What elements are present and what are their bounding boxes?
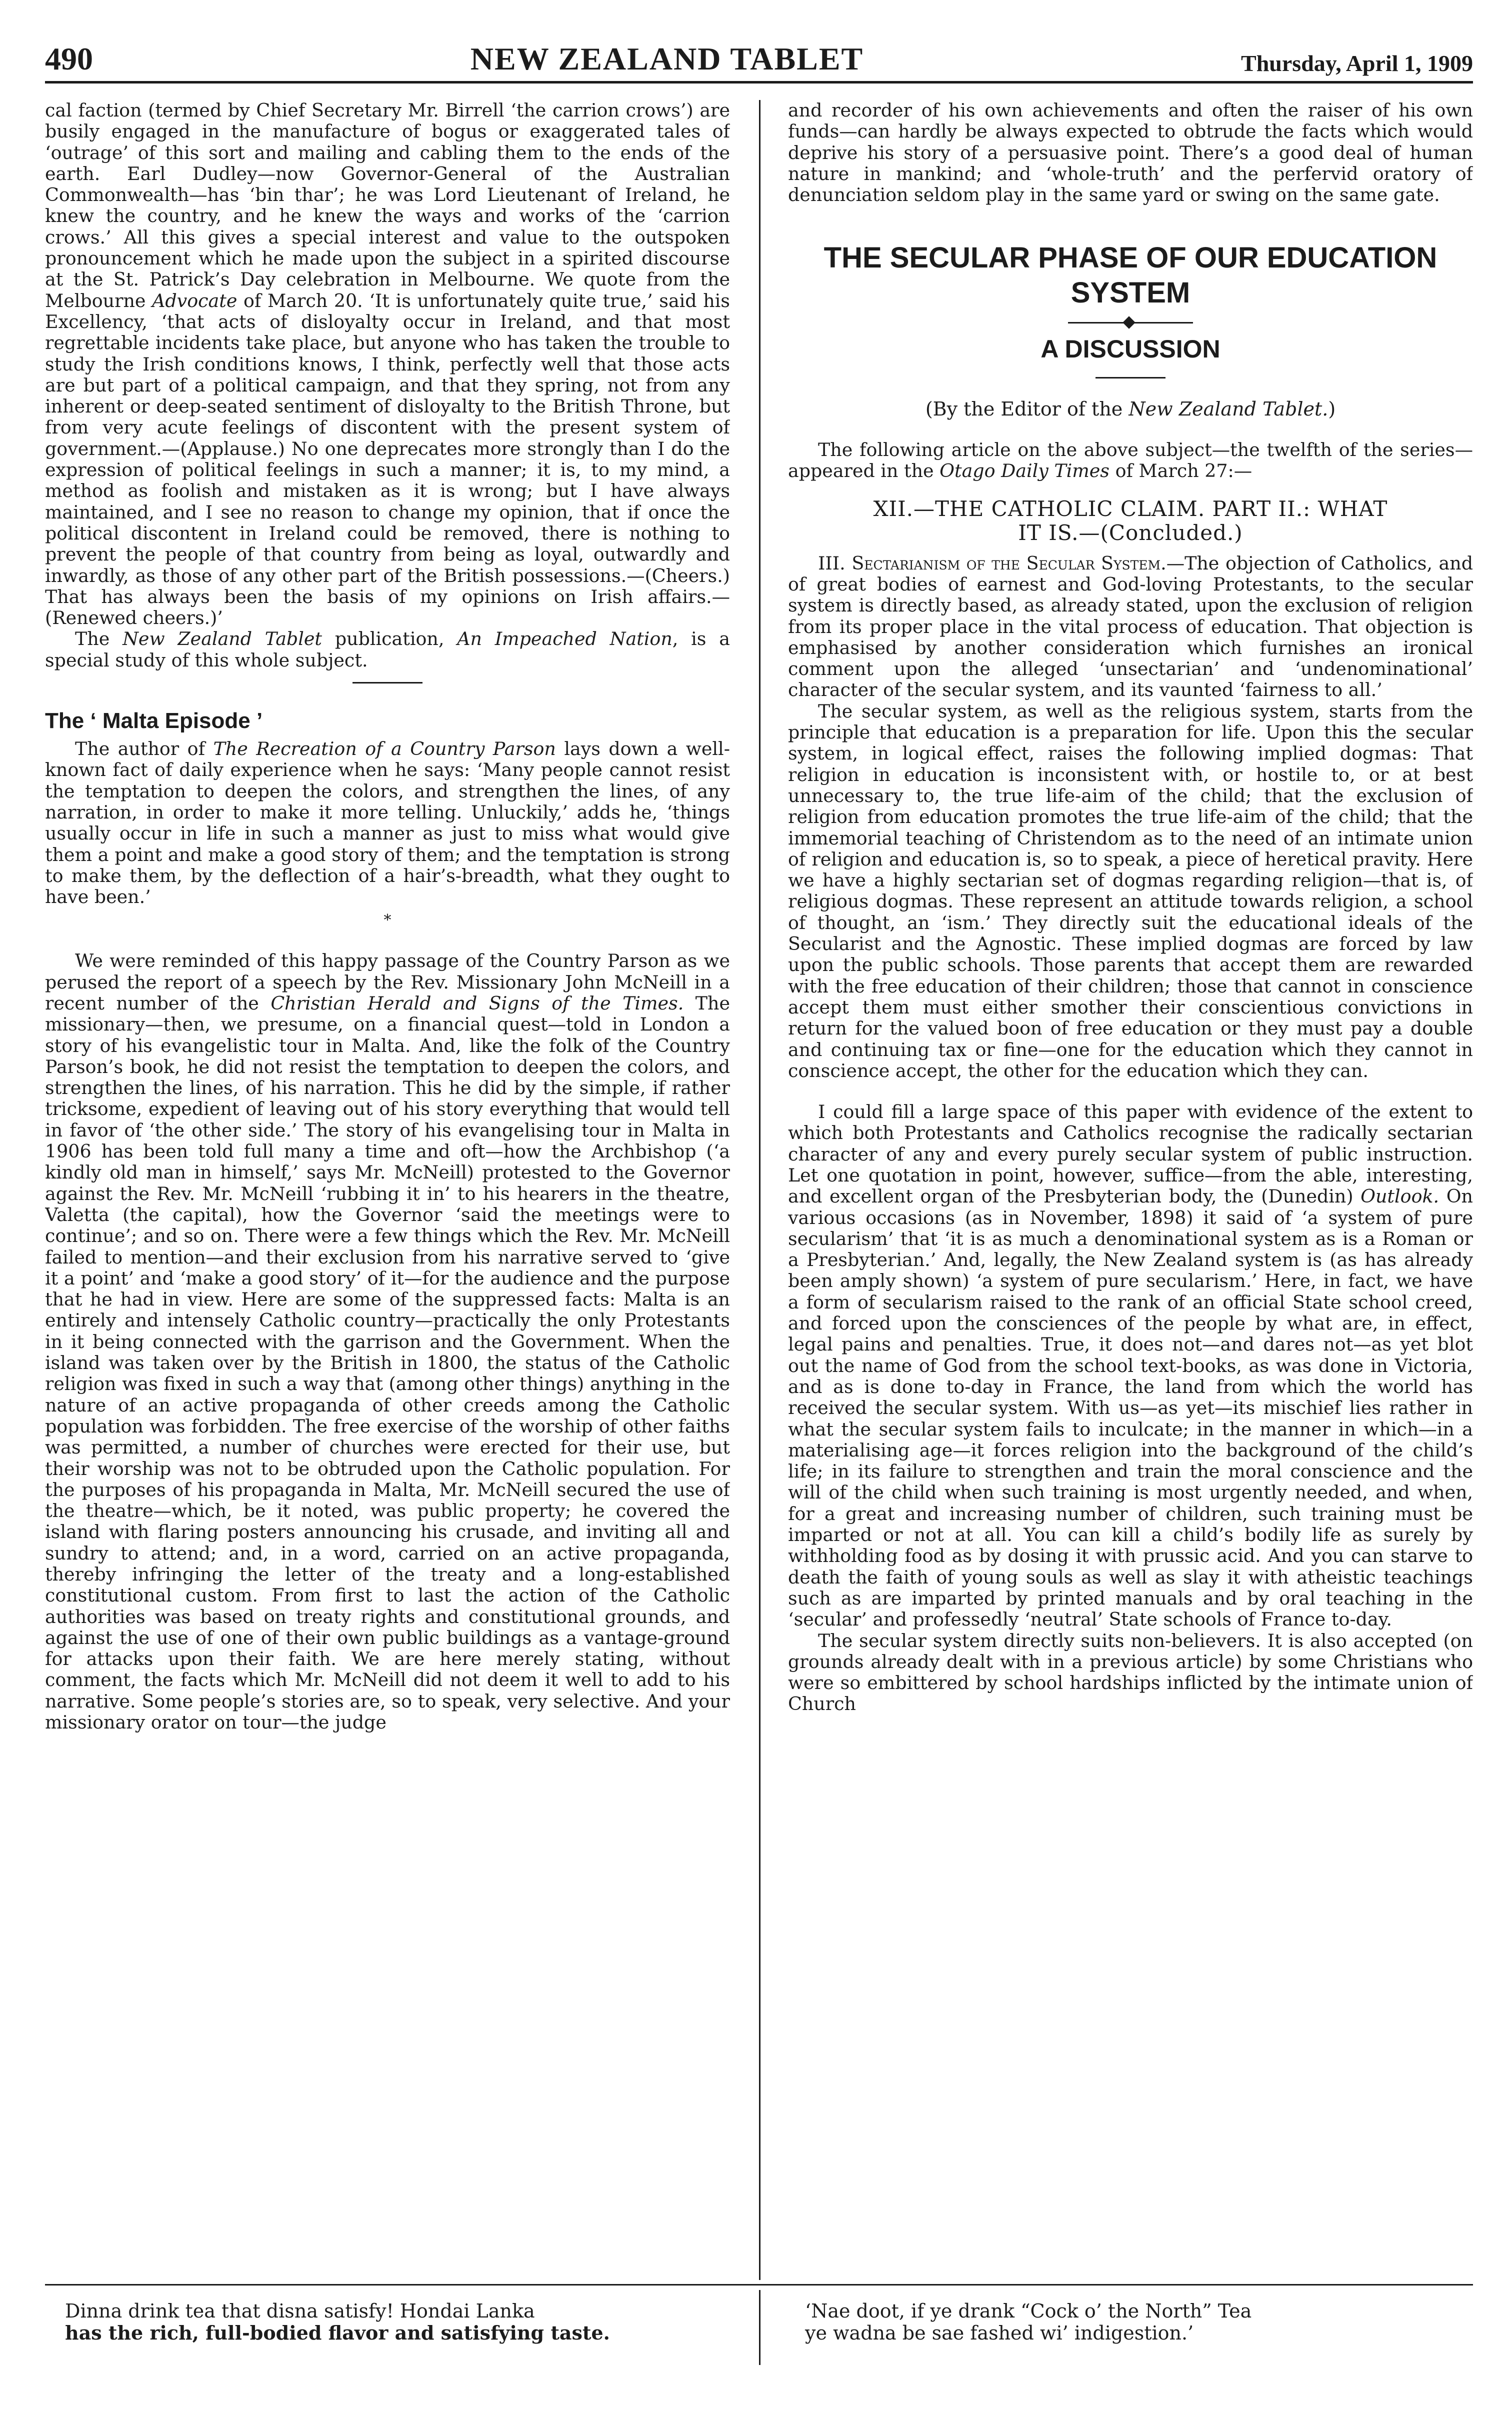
paragraph: III. Sectarianism of the Secular System.—The objection of Catholics, and of great bodies of earnest and God-loving Protestants, to the secular system is directly based, as already stated, upon the exclusion of religion from its proper place in the vital process of education. That objection is emphasised by another consideration which furnishes an ironical comment upon the alleged ‘unsectarian’ and ‘undenominational’ character of the secular system, and its vaunted ‘fairness to all.’ [788,552,1473,701]
article-subtitle: A DISCUSSION [1040,335,1220,364]
footer-rule [45,2284,1473,2286]
right-column [788,100,1473,2280]
paragraph: The author of The Recreation of a Country Parson lays down a well-known fact of daily experience when he says: ‘Many people cannot resist the temptation to deepen the colors, and strengthen the lines, of any narration, in order to make it more telling. Unluckily,’ adds he, ‘things usually occur in life in such a manner as just to miss what would give them a point and make a good story of them; and the temptation is strong to make them, by the deflection of a hair’s-breadth, what they ought to have been.’ [45,738,730,908]
section-heading: The ‘ Malta Episode ’ [45,708,263,734]
page-header [45,35,1473,75]
ornament-divider [788,318,1473,328]
left-column [45,100,730,2280]
footer-advert-right: ‘Nae doot, if ye drank “Cock o’ the North” Tea ye wadna be sae fashed wi’ indigestion.’ [805,2300,1252,2344]
paragraph: and recorder of his own achievements and often the raiser of his own funds—can hardly be always expected to obtrude the facts which would deprive his story of a persuasive point. There’s a good deal of human nature in mankind; and ‘whole-truth’ and the perfervid oratory of denunciation seldom play in the same yard or swing on the same gate. [788,100,1473,206]
masthead-title: NEW ZEALAND TABLET [470,41,864,76]
paragraph: The New Zealand Tablet publication, An Impeached Nation, is a special study of this whole subject. [45,628,730,671]
paragraph: The following article on the above subject—the twelfth of the series—appeared in the Otago Daily Times of March 27:— [788,439,1473,482]
paragraph: cal faction (termed by Chief Secretary Mr. Birrell ‘the carrion crows’) are busily engaged in the manufacture of bogus or exaggerated tales of ‘outrage’ of this sort and mailing and cabling them to the ends of the earth. Earl Dudley—now Governor-General of the Australian Commonwealth—has ‘bin thar’; he was Lord Lieutenant of Ireland, he knew the country, and he knew the ways and works of the ‘carrion crows.’ All this gives a special interest and value to the outspoken pronouncement which he made upon the subject in a spirited discourse at the St. Patrick’s Day celebration in Melbourne. We quote from the Melbourne Advocate of March 20. ‘It is unfortunately quite true,’ said his Excellency, ‘that acts of disloyalty occur in Ireland, and that most regrettable incidents take place, but anyone who has taken the trouble to study the Irish conditions knows, I think, perfectly well that those acts are but part of a political campaign, and that they spring, not from any inherent or deep-seated sentiment of disloyalty to the British Throne, but from very acute feelings of discontent with the present system of government.—(Applause.) No one deprecates more strongly than I do the expression of political feelings in such a manner; it is, to my mind, a method as foolish and mistaken as it is wrong; but I have always maintained, and I see no reason to change my opinion, that if once the political discontent in Ireland could be removed, there is nothing to prevent the people of that country from being as loyal, outwardly and inwardly, as those of any other part of the British possessions.—(Cheers.) That has always been the basis of my opinions on Irish affairs.—(Renewed cheers.)’ [45,100,730,629]
footer-divider [759,2290,760,2365]
byline: (By the Editor of the New Zealand Tablet.) [925,398,1336,420]
article-title: THE SECULAR PHASE OF OUR EDUCATION SYSTEM [824,242,1438,310]
newspaper-page [45,35,1473,2405]
section-rule [352,682,422,684]
header-rule [45,81,1473,84]
part-heading: XII.—THE CATHOLIC CLAIM. PART II.: WHAT IT IS.—(Concluded.) [873,496,1388,545]
diamond-icon [1122,316,1135,329]
page-number: 490 [45,41,93,76]
section-rule [1096,377,1166,378]
paragraph: The secular system directly suits non-believers. It is also accepted (on grounds already dealt with in a previous article) by some Christians who were so embittered by school hardships inflicted by the intimate union of Church [788,1630,1473,1715]
paragraph: The secular system, as well as the religious system, starts from the principle that education is a preparation for life. Upon this the secular system, in logical effect, raises the following implied dogmas: That religion in education is inconsistent with, or hostile to, or at best unnecessary to, the true life-aim of the child; that the exclusion of religion from education promotes the true life-aim of the child; that the immemorial teaching of Christendom as to the need of an intimate union of religion and education is, so to speak, a piece of heretical pravity. Here we have a highly sectarian set of dogmas regarding religion—that is, of religious dogmas. These represent an attitude towards religion, a school of thought, an ‘ism.’ They directly suit the educational ideals of the Secularist and the Agnostic. These implied dogmas are forced by law upon the public schools. Those parents that accept them are rewarded with the free education of their children; those that cannot in conscience accept them must either smother their conscientious convictions in return for the valued boon of free education or they must pay a double and continuing tax or fine—one for the education which they cannot in conscience accept, the other for the education which they can. [788,700,1473,1082]
column-divider [759,100,760,2280]
issue-date: Thursday, April 1, 1909 [1241,50,1473,76]
asterisk-divider: * [384,912,392,930]
footer-advert-left: Dinna drink tea that disna satisfy! Hondai Lanka has the rich, full-bodied flavor and satisfying taste. [65,2300,610,2344]
paragraph: I could fill a large space of this paper with evidence of the extent to which both Protestants and Catholics recognise the radically sectarian character of any and every purely secular system of public instruction. Let one quotation in point, however, suffice—from the able, interesting, and excellent organ of the Presbyterian body, the (Dunedin) Outlook. On various occasions (as in November, 1898) it said of ‘a system of pure secularism’ that ‘it is as much a denominational system as is a Roman or a Presbyterian.’ And, legally, the New Zealand system is (as has already been amply shown) ‘a system of pure secularism.’ Here, in fact, we have a form of secularism raised to the rank of an official State school creed, and forced upon the consciences of the people by what are, in effect, legal pains and penalties. True, it does not—and dares not—as yet blot out the name of God from the school text-books, as was done in Victoria, and as is done to-day in France, the land from which the world has received the secular system. With us—as yet—its mischief lies rather in what the secular system fails to inculcate; in the manner in which—in a materialising age—it forces religion into the background of the child’s life; in its failure to strengthen and train the moral conscience and the will of the child when such training is most urgently needed, and when, for a great and increasing number of children, such training must be imparted or not at all. You can kill a child’s bodily life as surely by withholding food as by dosing it with prussic acid. And you can starve to death the faith of young souls as well as slay it with atheistic teachings such as are imparted by printed manuals and by oral teaching in the ‘secular’ and professedly ‘neutral’ State schools of France to-day. [788,1101,1473,1630]
paragraph: We were reminded of this happy passage of the Country Parson as we perused the report of a speech by the Rev. Missionary John McNeill in a recent number of the Christian Herald and Signs of the Times. The missionary—then, we presume, on a financial quest—told in London a story of his evangelistic tour in Malta. And, like the folk of the Country Parson’s book, he did not resist the temptation to deepen the colors, and strengthen the lines, of his narration. This he did by the simple, if rather tricksome, expedient of leaving out of his story everything that would tell in favor of ‘the other side.’ The story of his evangelising tour in Malta in 1906 has been told full many a time and oft—how the Archbishop (‘a kindly old man in himself,’ says Mr. McNeill) protested to the Governor against the Rev. Mr. McNeill ‘rubbing it in’ to his hearers in the theatre, Valetta (the capital), how the Governor ‘said the meetings were to continue’; and so on. There were a few things which the Rev. Mr. McNeill failed to mention—and their exclusion from his narrative served to ‘give it a point’ and ‘make a good story’ of it—for the audience and the purpose that he had in view. Here are some of the suppressed facts: Malta is an entirely and intensely Catholic country—practically the only Protestants in it being connected with the garrison and the Government. When the island was taken over by the British in 1800, the status of the Catholic religion was fixed in such a way that (among other things) anything in the nature of an active propaganda of other creeds among the Catholic population was forbidden. The free exercise of the worship of other faiths was permitted, a number of churches were erected for their use, but their worship was not to be obtruded upon the Catholic population. For the purposes of his propaganda in Malta, Mr. McNeill secured the use of the theatre—which, be it noted, was public property; he covered the island with flaring posters announcing his crusade, and inviting all and sundry to attend; and, in a word, carried on an active propaganda, thereby infringing the letter of the treaty and a long-established constitutional custom. From first to last the action of the Catholic authorities was based on treaty rights and constitutional grounds, and against the use of one of their own public buildings as a vantage-ground for attacks upon their faith. We are here merely stating, without comment, the facts which Mr. McNeill did not deem it well to add to his narrative. Some people’s stories are, so to speak, very selective. And your missionary orator on tour—the judge [45,950,730,1734]
